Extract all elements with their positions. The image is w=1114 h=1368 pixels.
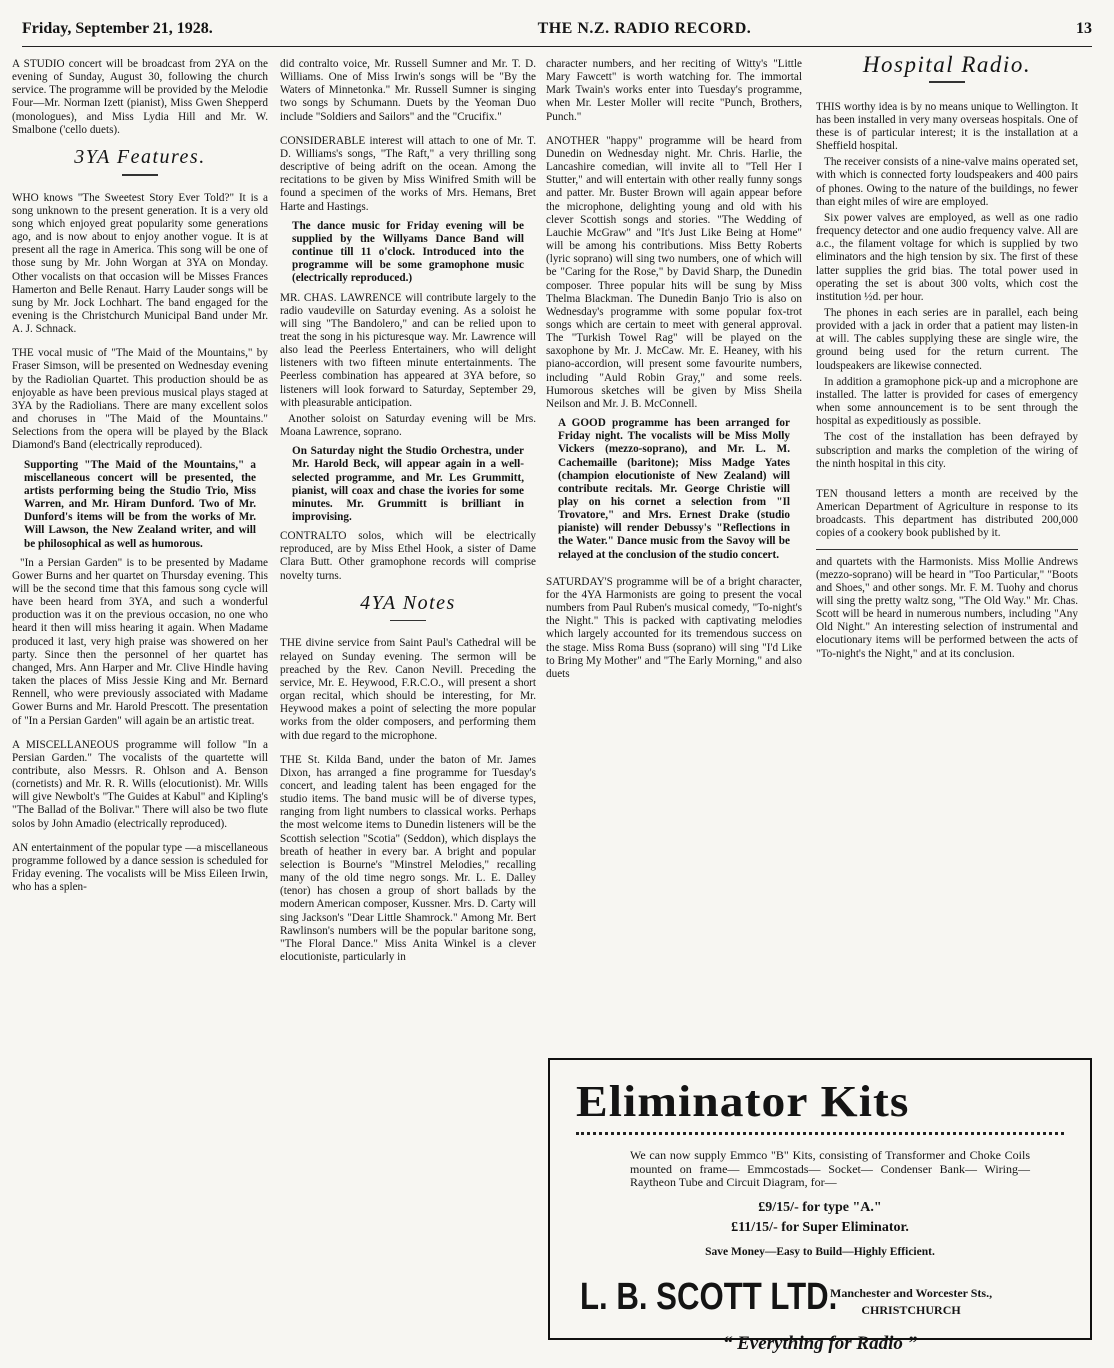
article-st-kilda-band: THE St. Kilda Band, under the baton of Mr. James Dixon, has arranged a fine programme for Tuesday's concert, and leading talent has been engaged for the studio items. The band music will be of diverse types, ranging from light numbers to classical works. Perhaps the most welcome items to Dunedin listeners will be the Scottish selection "Scotia" (Seddon), which displays the breath of heather in every bar. A bright and popular selection is Bourne's "Minstrel Melodies," recalling many of the old time negro songs. Mr. L. E. Dalley (tenor) has chosen a group of short ballads by the modern American composer, Kussner. Mrs. D. Carty will sing Jackson's "Dear Little Shamrock." Among Mr. Bert Rawlinson's numbers will be the popular baritone song, "The Floral Dance." Miss Anita Winkel is a clever elocutioniste, particularly in xyxy=(280,753,536,964)
page-header xyxy=(22,20,1092,47)
article-hospital-gramophone: In addition a gramophone pick-up and a microphone are installed. The latter is provided for cases of emergency when some announcement is to be sent through the hospital as expeditiously as possible. xyxy=(816,375,1078,428)
article-persian-garden: "In a Persian Garden" is to be presented by Madame Gower Burns and her quartet on Thursday evening. This will be the second time that this famous song cycle will have been heard from 3YA, and such a wonderful production was it on the previous occasion, no one who heard it then will miss hearing it again. When Madame produced it last, very high praise was showered on her party. Since then the personnel of her quartet has changed, Mrs. Ann Harper and Mr. Clive Hindle having taken the places of Miss Jessie King and Mr. Bernard Rennell, who were previously associated with Madame Gower Burns and Mr. Harold Prescott. The presentation of "In a Persian Garden" will again be an artistic treat. xyxy=(12,556,268,727)
heading-rule xyxy=(929,81,965,83)
column-1 xyxy=(12,58,268,897)
article-miscellaneous-programme: A MISCELLANEOUS programme will follow "In a Persian Garden." The vocalists of the quartette will contribute, also Messrs. R. Ohlson and A. Benson (cornetists) and Mr. R. R. Wills (elocutionist). Mr. Wills will give Newbolt's "The Guides at Kabul" and Kipling's "The Ballad of the Bolivar." There will also be two flute solos by John Amadio (electrically reproduced). xyxy=(12,738,268,830)
article-hospital-cost: The cost of the installation has been defrayed by subscription and marks the completion of the wiring of the ninth hospital in this city. xyxy=(816,431,1078,470)
heading-rule xyxy=(390,620,426,622)
section-heading-hospital-radio xyxy=(816,52,1078,83)
advertisement-eliminator-kits xyxy=(548,1058,1092,1354)
ad-address-street: Manchester and Worcester Sts., xyxy=(830,1285,993,1300)
ad-firm-name: L. B. SCOTT LTD. xyxy=(580,1275,838,1318)
ad-address xyxy=(830,1285,992,1319)
article-popular-entertainment: AN entertainment of the popular type —a miscellaneous programme followed by a dance session is scheduled for Friday evening. The vocalists will be Miss Eileen Irwin, who has a splen- xyxy=(12,841,268,894)
ad-tagline: Save Money—Easy to Build—Highly Efficient. xyxy=(705,1245,935,1258)
section-heading-4ya xyxy=(280,591,536,622)
ad-slogan: “ Everything for Radio ” xyxy=(722,1332,918,1354)
article-harmonists-continued: and quartets with the Harmonists. Miss Mollie Andrews (mezzo-soprano) will be heard in "Too Particular," "Boots and Shoes," and other songs. Mr. F. M. Tuohy and chorus will sing the pretty waltz song, "The Old Way." Mr. Chas. Scott will be heard in numerous numbers, including "Any Old Night." An interesting selection of instrumental and elocutionary items will be performed between the acts of "To-night's the Night," and at its conclusion. xyxy=(816,555,1078,660)
article-miscellaneous-concert: Supporting "The Maid of the Mountains," a miscellaneous concert will be presented, the artists performing being the Studio Trio, Miss Warren, and Mr. Hiram Dunford. Two of Mr. Dunford's items will be from the works of Mr. Will Lawson, the New Zealand writer, and will be philosophical as well as humorous. xyxy=(24,458,256,550)
masthead: THE N.Z. RADIO RECORD. xyxy=(537,20,752,37)
article-the-raft: CONSIDERABLE interest will attach to one of Mr. T. D. Williams's songs, "The Raft," a very thrilling song descriptive of being adrift on the ocean. Among the recitations to be given by Miss Winifred Smith will be found a specimen of the works of Mrs. Hemans, Bret Harte and Hastings. xyxy=(280,134,536,213)
section-heading-3ya xyxy=(12,145,268,176)
article-agriculture-letters: TEN thousand letters a month are received by the American Department of Agriculture in response to its broadcasts. This department has distributed 200,000 copies of a cookery book published by it. xyxy=(816,487,1078,540)
article-saturday-programme: SATURDAY'S programme will be of a bright character, for the 4YA Harmonists are going to present the vocal numbers from Paul Ruben's musical comedy, "To-night's the Night." This is packed with captivating melodies which largely accounted for its tremendous success on the stage. Miss Roma Buss (soprano) will sing "I'd Like to Bring My Mother" and "The Early Morning," and also duets xyxy=(546,575,802,680)
column-4 xyxy=(816,52,1078,664)
article-hospital-intro: THIS worthy idea is by no means unique to Wellington. It has been installed in very many overseas hospitals. One of these is of particular interest; it is the installation at a Sheffield hospital. xyxy=(816,100,1078,153)
ad-price-type-a: £9/15/- for type "A." xyxy=(758,1199,882,1215)
section-heading-3ya-text: 3YA Features. xyxy=(74,145,206,168)
section-heading-hospital-text: Hospital Radio. xyxy=(862,52,1032,77)
ad-dotted-rule xyxy=(576,1129,1064,1135)
article-chas-lawrence: MR. CHAS. LAWRENCE will contribute largely to the radio vaudeville on Saturday evening. As a soloist he will sing "The Bandolero," and can be relied upon to treat the song in his picturesque way. Mr. Lawrence will also lead the Peerless Entertainers, who will delight listeners with two fifteen minute entertainments. The Peerless combination has appeared at 3YA before, so listeners will look forward to Saturday, September 29, with pleasurable anticipation. xyxy=(280,291,536,409)
article-hospital-receiver: The receiver consists of a nine-valve mains operated set, with which is connected forty loudspeakers and 400 pairs of phones. Owing to the nature of the buildings, no fewer than eight miles of wire are employed. xyxy=(816,156,1078,208)
page-number: 13 xyxy=(1076,20,1092,37)
article-divine-service: THE divine service from Saint Paul's Cathedral will be relayed on Sunday evening. The sermon will be preached by the Rev. Canon Nevill. Preceding the service, Mr. E. Heywood, F.R.C.O., will present a short organ recital, which should be interesting, for Mr. Heywood makes a point of selecting the more popular works from the older composers, and performing them with due regard to the microphone. xyxy=(280,637,536,742)
article-contralto-continued: did contralto voice, Mr. Russell Sumner and Mr. T. D. Williams. One of Miss Irwin's songs will be "By the Waters of Minnetonka." Mr. Russell Sumner is singing two songs by Schumann. Duets by the Yeoman Duo include "Soldiers and Sailors" and the "Crucifix." xyxy=(280,58,536,123)
article-contralto-solos: CONTRALTO solos, which will be electrically reproduced, are by Miss Ethel Hook, a sister of Dame Clara Butt. Other gramophone records will comprise novelty turns. xyxy=(280,530,536,582)
article-hospital-phones: The phones in each series are in parallel, each being provided with a jack in order that a patient may listen-in at will. The cables supplying these are single wire, the ground being used for the return current. The loudspeakers are likewise connected. xyxy=(816,307,1078,372)
ad-title: Eliminator Kits xyxy=(576,1077,910,1126)
ad-firm-block xyxy=(580,1276,1090,1319)
issue-date: Friday, September 21, 1928. xyxy=(22,20,213,37)
ad-address-city: CHRISTCHURCH xyxy=(861,1302,961,1317)
section-heading-4ya-text: 4YA Notes xyxy=(360,591,456,614)
article-sweetest-story: WHO knows "The Sweetest Story Ever Told?" It is a song unknown to the present generation. It is a very old song which enjoyed great popularity some generations ago, and is now about to enjoy another vogue. It is at present all the rage in America. This song will be one of those sung by Mr. John Worgan at 3YA on Monday. Other vocalists on that occasion will be Misses Frances Hamerton and Belle Renaut. Harry Lauder songs will be sung by Mr. Jock Lochhart. The band engaged for the evening is the Christchurch Municipal Band under Mr. A. J. Schnack. xyxy=(12,191,268,336)
column-3 xyxy=(546,58,802,684)
heading-rule xyxy=(122,174,158,176)
ad-price-super: £11/15/- for Super Eliminator. xyxy=(731,1219,909,1235)
article-studio-orchestra: On Saturday night the Studio Orchestra, under Mr. Harold Beck, will appear again in a well-selected programme, and Mr. Les Grummitt, pianist, will coax and chase the ivories for some minutes. Mr. Grummitt is brilliant in improvising. xyxy=(292,445,524,523)
article-maid-of-mountains: THE vocal music of "The Maid of the Mountains," by Fraser Simson, will be presented on Wednesday evening by the Radiolian Quartet. This production should be as enjoyable as have been previous musical plays staged at 3YA by the Radiolians. There are many excellent solos and choruses in "The Maid of the Mountains." Selections from the opera will be played by the Black Diamond's Band (electrically reproduced). xyxy=(12,347,268,452)
article-hospital-valves: Six power valves are employed, as well as one radio frequency detector and one audio frequency valve. All are a.c., the filament voltage for which is supplied by two eliminators and the high tension by six. The first of these latter supplies the grid bias. The total power used in operating the set is about 300 volts, which cost the institution ½d. per hour. xyxy=(816,211,1078,303)
ad-prices xyxy=(550,1198,1090,1238)
article-happy-programme: ANOTHER "happy" programme will be heard from Dunedin on Wednesday night. Mr. Chris. Harlie, the Lancashire comedian, will invite all to "Tell Her I Stutter," and will entertain with other really funny songs and patter. Mr. Buster Brown will again appear before the microphone, delighting young and old with his clever Scottish songs and stories. "The Wedding of Lauchie McGraw" and "It's Just Like Being at Home" will be among his contributions. Miss Betty Roberts (lyric soprano) will sing two numbers, one of which will be "Caring for the Rose," by David Sharp, the Dunedin composer. Three popular hits will be sung by Miss Thelma Blackman. The Dunedin Banjo Trio is also on Wednesday's programme with some popular fox-trot songs which are certain to meet with general approval. The "Turkish Towel Rag" will be played on the saxophone by Mr. J. McCaw. Mr. E. Heaney, with his piano-accordion, will present some favourite numbers, including "Auld Robin Gray," and some reels. Humorous sketches will be given by Miss Sheila Neilson and Mr. J. B. McConnell. xyxy=(546,134,802,410)
column-2 xyxy=(280,58,536,967)
article-2ya-concert: A STUDIO concert will be broadcast from 2YA on the evening of Sunday, August 30, following the church service. The programme will be provided by the Melodie Four—Mr. Norman Izett (pianist), Miss Gwen Shepperd (monologues), and Miss Lydia Hill and Mr. W. Smalbone ('cello duets). xyxy=(12,58,268,136)
article-moana-lawrence: Another soloist on Saturday evening will be Mrs. Moana Lawrence, soprano. xyxy=(280,412,536,439)
ad-body: We can now supply Emmco "B" Kits, consisting of Transformer and Choke Coils mounted on frame— Emmcostads— Socket— Condenser Bank— Wiring— Raytheon Tube and Circuit Diagram, for— xyxy=(630,1148,1030,1189)
article-friday-programme: A GOOD programme has been arranged for Friday night. The vocalists will be Miss Molly Vickers (mezzo-soprano), and Mr. L. M. Cachemaille (baritone); Miss Madge Yates (champion elocutioniste of New Zealand) will contribute recitals. Mr. George Christie will play on his cornet a selection from "Il Trovatore," and Mrs. Ernest Drake (studio pianiste) will render Debussy's "Reflections in the Water." Dance music from the Savoy will be relayed at the conclusion of the studio concert. xyxy=(558,417,790,561)
article-mark-twain: character numbers, and her reciting of Witty's "Little Mary Fawcett" is worth watching for. The immortal Mark Twain's works enter into Tuesday's programme, when Mr. Lester Moller will recite "Punch, Brothers, Punch." xyxy=(546,58,802,123)
article-dance-music: The dance music for Friday evening will be supplied by the Willyams Dance Band will continue till 11 o'clock. Introduced into the programme will be some gramophone music (electrically reproduced.) xyxy=(292,219,524,285)
